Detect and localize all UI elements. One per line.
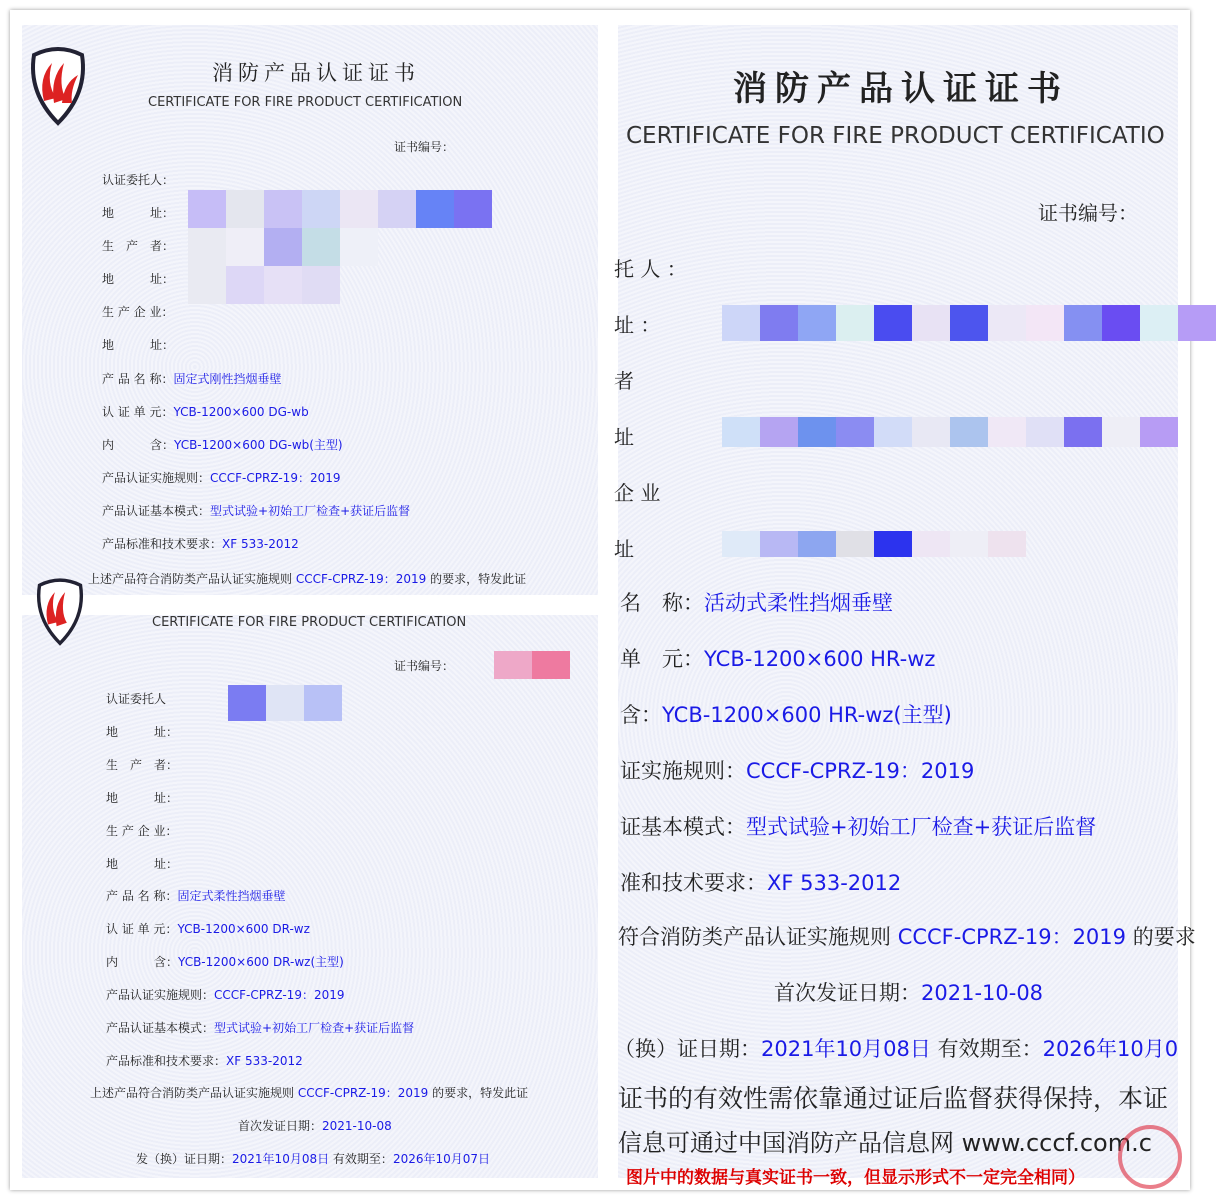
website-note: 信息可通过中国消防产品信息网 www.cccf.com.c [618, 1129, 1152, 1157]
issue-validity-dates: （换）证日期：2021年10月08日 有效期至：2026年10月0 [614, 1037, 1179, 1061]
field-row [102, 370, 281, 387]
field-label: 单 元： [620, 647, 704, 671]
certificate-3-zoomed [614, 25, 1196, 1188]
field-value: CCCF-CPRZ-19：2019 [210, 471, 341, 485]
field-label: 产品标准和技术要求： [106, 1054, 227, 1068]
field-label: 产品认证实施规则： [102, 471, 211, 485]
field-label: 生 产 者： [102, 239, 175, 253]
field-label: 地 址： [106, 857, 179, 871]
title-en: CERTIFICATE FOR FIRE PRODUCT CERTIFICATIO [626, 123, 1165, 149]
field-value: XF 533-2012 [226, 1054, 303, 1068]
field-value: CCCF-CPRZ-19：2019 [214, 988, 345, 1002]
field-label: 产品认证基本模式： [106, 1021, 215, 1035]
field-value: 型式试验+初始工厂检查+获证后监督 [746, 815, 1097, 839]
field-value: XF 533-2012 [767, 871, 902, 895]
field-label: 认 证 单 元： [102, 405, 174, 419]
field-label: 地 址： [102, 206, 175, 220]
field-value: 型式试验+初始工厂检查+获证后监督 [214, 1021, 415, 1035]
field-row [106, 953, 344, 970]
field-value: 活动式柔性挡烟垂壁 [704, 591, 893, 615]
field-label: 证基本模式： [620, 815, 746, 839]
redaction-blur [188, 228, 378, 266]
field-value: YCB-1200×600 DG-wb [173, 405, 309, 419]
field-row [102, 436, 343, 453]
field-value: YCB-1200×600 HR-wz [704, 647, 936, 671]
field-row [106, 1019, 414, 1036]
seal-stamp [1118, 1125, 1182, 1189]
field-label: 生 产 企 业： [106, 824, 178, 838]
first-issue-date: 首次发证日期：2021-10-08 [774, 981, 1044, 1005]
field-label: 生 产 者： [106, 758, 179, 772]
cert-no-label: 证书编号： [1038, 201, 1138, 225]
fire-shield-logo-icon [32, 575, 88, 645]
field-row [620, 867, 901, 897]
field-value: YCB-1200×600 DR-wz [177, 922, 310, 936]
field-row [102, 469, 341, 486]
field-value: 固定式刚性挡烟垂壁 [173, 372, 282, 386]
field-row [102, 502, 410, 519]
field-value: YCB-1200×600 DR-wz(主型) [178, 955, 344, 969]
field-label: 产品认证实施规则： [106, 988, 215, 1002]
cert-no-label: 证书编号： [394, 659, 455, 673]
field-label: 地 址： [102, 272, 175, 286]
field-label: 名 称： [620, 591, 704, 615]
title-en: CERTIFICATE FOR FIRE PRODUCT CERTIFICATION [152, 615, 467, 630]
first-issue-date: 首次发证日期：2021-10-08 [238, 1119, 392, 1133]
redaction-blur [722, 531, 1026, 557]
field-label: 地 址： [102, 338, 175, 352]
field-label: 者 [614, 369, 634, 393]
field-label: 认 证 单 元： [106, 922, 178, 936]
field-label: 产品标准和技术要求： [102, 537, 223, 551]
certificate-1 [22, 25, 598, 595]
field-row [106, 986, 345, 1003]
field-row [106, 887, 285, 904]
field-label: 认证委托人 [106, 692, 167, 706]
field-row [620, 587, 893, 617]
field-value: XF 533-2012 [222, 537, 299, 551]
statement: 上述产品符合消防类产品认证实施规则 CCCF-CPRZ-19：2019 的要求，特发此证 [90, 1086, 529, 1100]
field-label: 含： [620, 703, 662, 727]
field-row [102, 535, 299, 552]
fire-shield-logo-icon [26, 43, 90, 125]
field-label: 地 址： [106, 725, 179, 739]
redaction-blur [722, 305, 1216, 341]
field-label: 证实施规则： [620, 759, 746, 783]
field-label: 产品认证基本模式： [102, 504, 211, 518]
field-row [620, 699, 952, 729]
field-label: 托 人 ： [614, 257, 687, 281]
field-label: 企 业 [614, 481, 661, 505]
redaction-blur [188, 266, 340, 304]
field-label: 产 品 名 称： [106, 889, 178, 903]
redaction-blur [188, 190, 492, 228]
field-label: 生 产 企 业： [102, 305, 174, 319]
field-value: CCCF-CPRZ-19：2019 [746, 759, 975, 783]
title-cn: 消防产品认证证书 [733, 69, 1069, 109]
field-label: 址 ： [614, 313, 661, 337]
field-label: 地 址： [106, 791, 179, 805]
certificate-2 [22, 615, 598, 1178]
field-value: 型式试验+初始工厂检查+获证后监督 [210, 504, 411, 518]
field-label: 内 含： [106, 955, 179, 969]
field-label: 产 品 名 称： [102, 372, 174, 386]
statement: 上述产品符合消防类产品认证实施规则 CCCF-CPRZ-19：2019 的要求，特发此证 [88, 572, 527, 586]
field-label: 内 含： [102, 438, 175, 452]
statement: 符合消防类产品认证实施规则 CCCF-CPRZ-19：2019 的要求 [618, 925, 1196, 949]
redaction-blur [494, 651, 570, 679]
cert-no-label: 证书编号： [394, 140, 455, 154]
field-value: YCB-1200×600 HR-wz(主型) [662, 703, 952, 727]
field-row [106, 1052, 303, 1069]
field-label: 认证委托人： [102, 173, 175, 187]
field-row [106, 920, 310, 937]
field-row [620, 755, 974, 785]
field-label: 址 [614, 425, 634, 449]
field-label: 址 [614, 537, 634, 561]
disclaimer: 图片中的数据与真实证书一致，但显示形式不一定完全相同） [626, 1168, 1085, 1188]
title-cn: 消防产品认证证书 [212, 61, 420, 85]
issue-validity-dates: 发（换）证日期：2021年10月08日 有效期至：2026年10月07日 [136, 1152, 491, 1166]
field-row [620, 643, 935, 673]
title-en: CERTIFICATE FOR FIRE PRODUCT CERTIFICATION [148, 95, 463, 110]
redaction-blur [722, 417, 1178, 447]
field-value: YCB-1200×600 DG-wb(主型) [174, 438, 343, 452]
field-row [102, 403, 309, 420]
validity-note: 证书的有效性需依靠通过证后监督获得保持，本证 [618, 1084, 1169, 1113]
field-value: 固定式柔性挡烟垂壁 [177, 889, 286, 903]
field-label: 准和技术要求： [620, 871, 767, 895]
field-row [620, 811, 1096, 841]
redaction-blur [228, 685, 342, 721]
